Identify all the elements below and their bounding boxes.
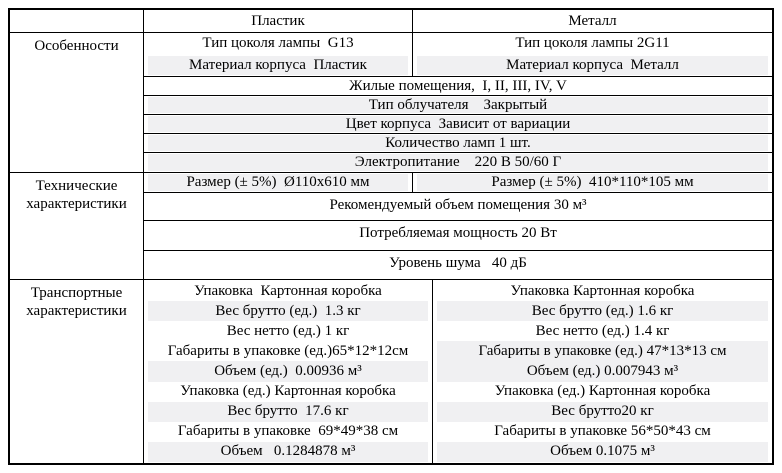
transport-line: Габариты в упаковке 56*50*43 см xyxy=(494,423,711,440)
transport-line: Упаковка Картонная коробка xyxy=(194,282,382,299)
section-label-features: Особенности xyxy=(10,33,144,172)
shared-feature-row xyxy=(144,96,772,115)
column-title-metal: Металл xyxy=(568,12,617,29)
shared-feature-row xyxy=(144,153,772,172)
section-transport xyxy=(10,280,772,463)
feature-line: Количество ламп 1 шт. xyxy=(148,135,768,151)
transport-plastic-cell xyxy=(144,280,433,463)
section-label-transport: Транспортные характеристики xyxy=(10,280,144,463)
transport-metal-cell xyxy=(433,280,772,463)
section-technical xyxy=(10,173,772,280)
header-empty-cell xyxy=(10,10,144,32)
feature-line: Тип цоколя лампы G13 xyxy=(202,35,354,52)
transport-line: Объем 0.1075 м³ xyxy=(437,442,768,462)
spec-line: Размер (± 5%) 410*110*105 мм xyxy=(417,174,768,191)
feature-line: Материал корпуса Пластик xyxy=(148,56,408,76)
shared-feature-row xyxy=(144,134,772,153)
features-two-col-row xyxy=(144,33,772,77)
feature-line: Жилые помещения, I, II, III, IV, V xyxy=(349,78,567,94)
table-header-row xyxy=(10,10,772,33)
transport-line: Объем 0.1284878 м³ xyxy=(148,442,428,462)
transport-line: Габариты в упаковке 69*49*38 см xyxy=(177,423,399,440)
transport-line: Объем (ед.) 0.007943 м³ xyxy=(437,361,768,381)
transport-line: Вес нетто (ед.) 1 кг xyxy=(226,322,350,339)
shared-feature-row xyxy=(144,77,772,96)
transport-line: Вес брутто20 кг xyxy=(437,402,768,422)
header-cell-plastic xyxy=(144,10,413,32)
transport-line: Габариты в упаковке (ед.)65*12*12см xyxy=(167,342,409,359)
spec-line: Рекомендуемый объем помещения 30 м³ xyxy=(144,193,772,221)
transport-line: Упаковка (ед.) Картонная коробка xyxy=(180,383,396,400)
feature-line: Тип цоколя лампы 2G11 xyxy=(515,35,670,52)
transport-line: Упаковка (ед.) Картонная коробка xyxy=(494,383,711,400)
feature-line: Электропитание 220 В 50/60 Г xyxy=(148,154,768,171)
features-plastic-cell xyxy=(144,33,413,76)
spec-line: Потребляемая мощность 20 Вт xyxy=(144,221,772,251)
spec-line: Размер (± 5%) Ø110x610 мм xyxy=(148,174,408,191)
features-metal-cell xyxy=(413,33,772,76)
transport-line: Упаковка Картонная коробка xyxy=(510,282,695,299)
transport-row xyxy=(144,280,772,463)
size-plastic-cell xyxy=(144,173,413,192)
transport-line: Вес брутто (ед.) 1.6 кг xyxy=(437,301,768,321)
feature-line: Тип облучателя Закрытый xyxy=(148,97,768,113)
column-title-plastic: Пластик xyxy=(251,12,305,29)
transport-line: Вес брутто (ед.) 1.3 кг xyxy=(148,301,428,321)
section-label-technical: Технические характеристики xyxy=(10,173,144,279)
size-row xyxy=(144,173,772,193)
transport-line: Вес брутто 17.6 кг xyxy=(148,402,428,422)
shared-feature-row xyxy=(144,115,772,134)
feature-line: Цвет корпуса Зависит от вариации xyxy=(148,116,768,132)
transport-line: Вес нетто (ед.) 1.4 кг xyxy=(535,322,670,339)
spec-line: Уровень шума 40 дБ xyxy=(389,255,527,271)
transport-line: Габариты в упаковке (ед.) 47*13*13 см xyxy=(437,341,768,361)
comparison-table xyxy=(8,8,774,465)
size-metal-cell xyxy=(413,173,772,192)
section-features xyxy=(10,33,772,173)
header-cell-metal xyxy=(413,10,772,32)
feature-line: Материал корпуса Металл xyxy=(417,56,768,76)
transport-line: Объем (ед.) 0.00936 м³ xyxy=(148,361,428,381)
